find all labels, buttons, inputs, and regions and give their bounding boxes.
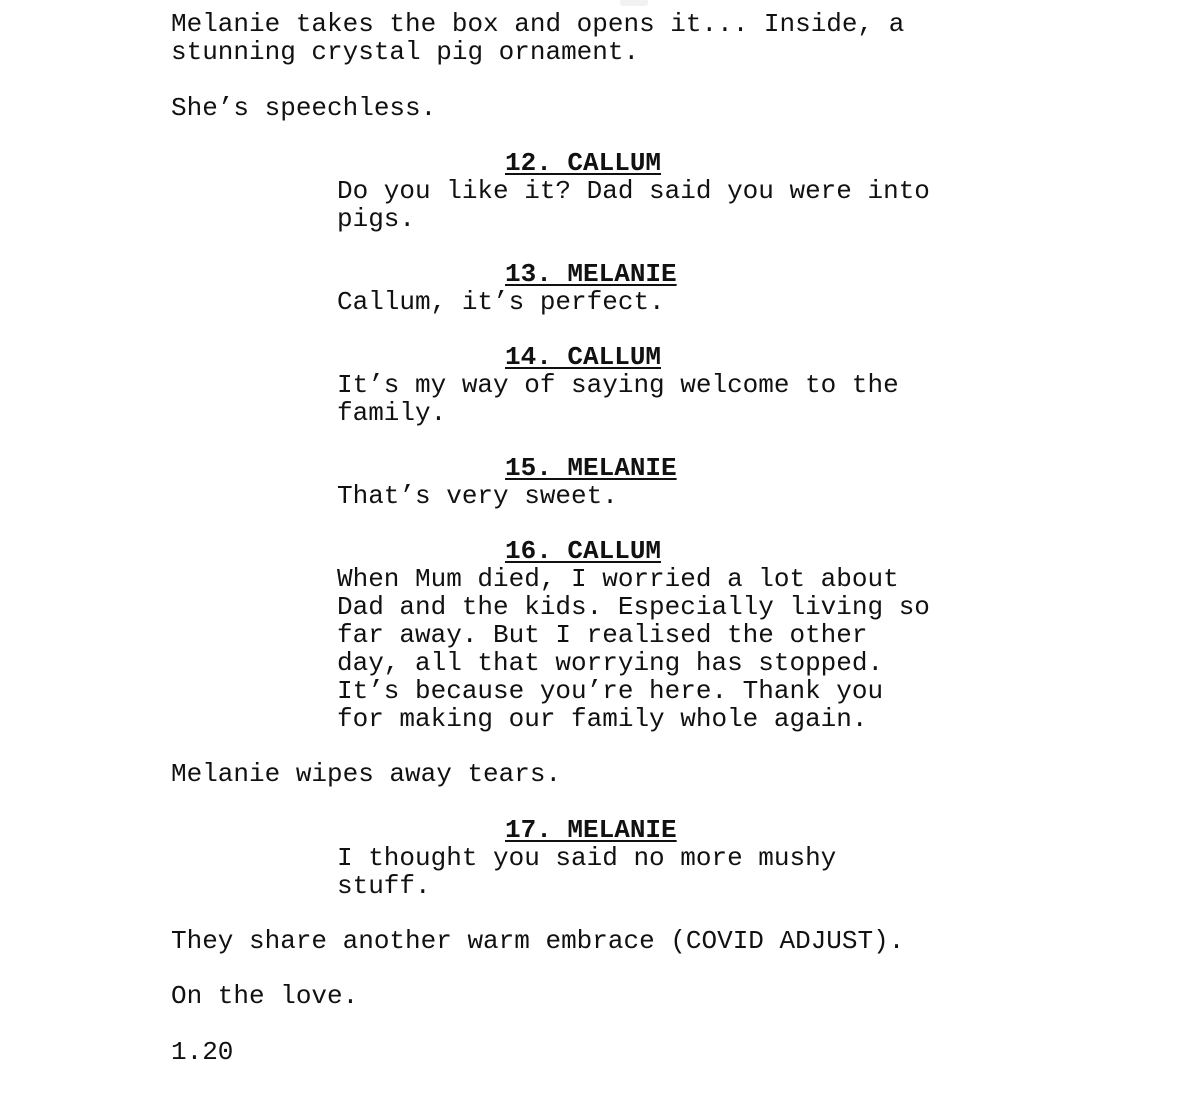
timing-note: 1.20 <box>171 1037 234 1067</box>
action-line: On the love. <box>171 981 359 1011</box>
action-line: stunning crystal pig ornament. <box>171 37 640 67</box>
dialogue-line: stuff. <box>337 871 431 901</box>
page-top-marker <box>620 0 648 6</box>
dialogue-line: day, all that worrying has stopped. <box>337 648 884 678</box>
character-cue: 17. MELANIE <box>505 815 677 845</box>
dialogue-line: When Mum died, I worried a lot about <box>337 564 899 594</box>
dialogue-line: I thought you said no more mushy <box>337 843 837 873</box>
character-cue: 16. CALLUM <box>505 536 662 566</box>
dialogue-line: It’s my way of saying welcome to the <box>337 370 899 400</box>
character-cue: 13. MELANIE <box>505 259 677 289</box>
action-line: She’s speechless. <box>171 93 437 123</box>
character-cue: 15. MELANIE <box>505 453 677 483</box>
dialogue-line: far away. But I realised the other <box>337 620 868 650</box>
dialogue-line: Do you like it? Dad said you were into <box>337 176 930 206</box>
dialogue-line: Dad and the kids. Especially living so <box>337 592 930 622</box>
dialogue-line: Callum, it’s perfect. <box>337 287 665 317</box>
dialogue-line: pigs. <box>337 204 416 234</box>
action-line: They share another warm embrace (COVID ADJUST). <box>171 926 905 956</box>
action-line: Melanie wipes away tears. <box>171 759 562 789</box>
dialogue-line: for making our family whole again. <box>337 704 868 734</box>
dialogue-line: family. <box>337 398 447 428</box>
character-cue: 14. CALLUM <box>505 342 662 372</box>
character-cue: 12. CALLUM <box>505 148 662 178</box>
dialogue-line: It’s because you’re here. Thank you <box>337 676 884 706</box>
dialogue-line: That’s very sweet. <box>337 481 618 511</box>
action-line: Melanie takes the box and opens it... Inside, a <box>171 9 905 39</box>
